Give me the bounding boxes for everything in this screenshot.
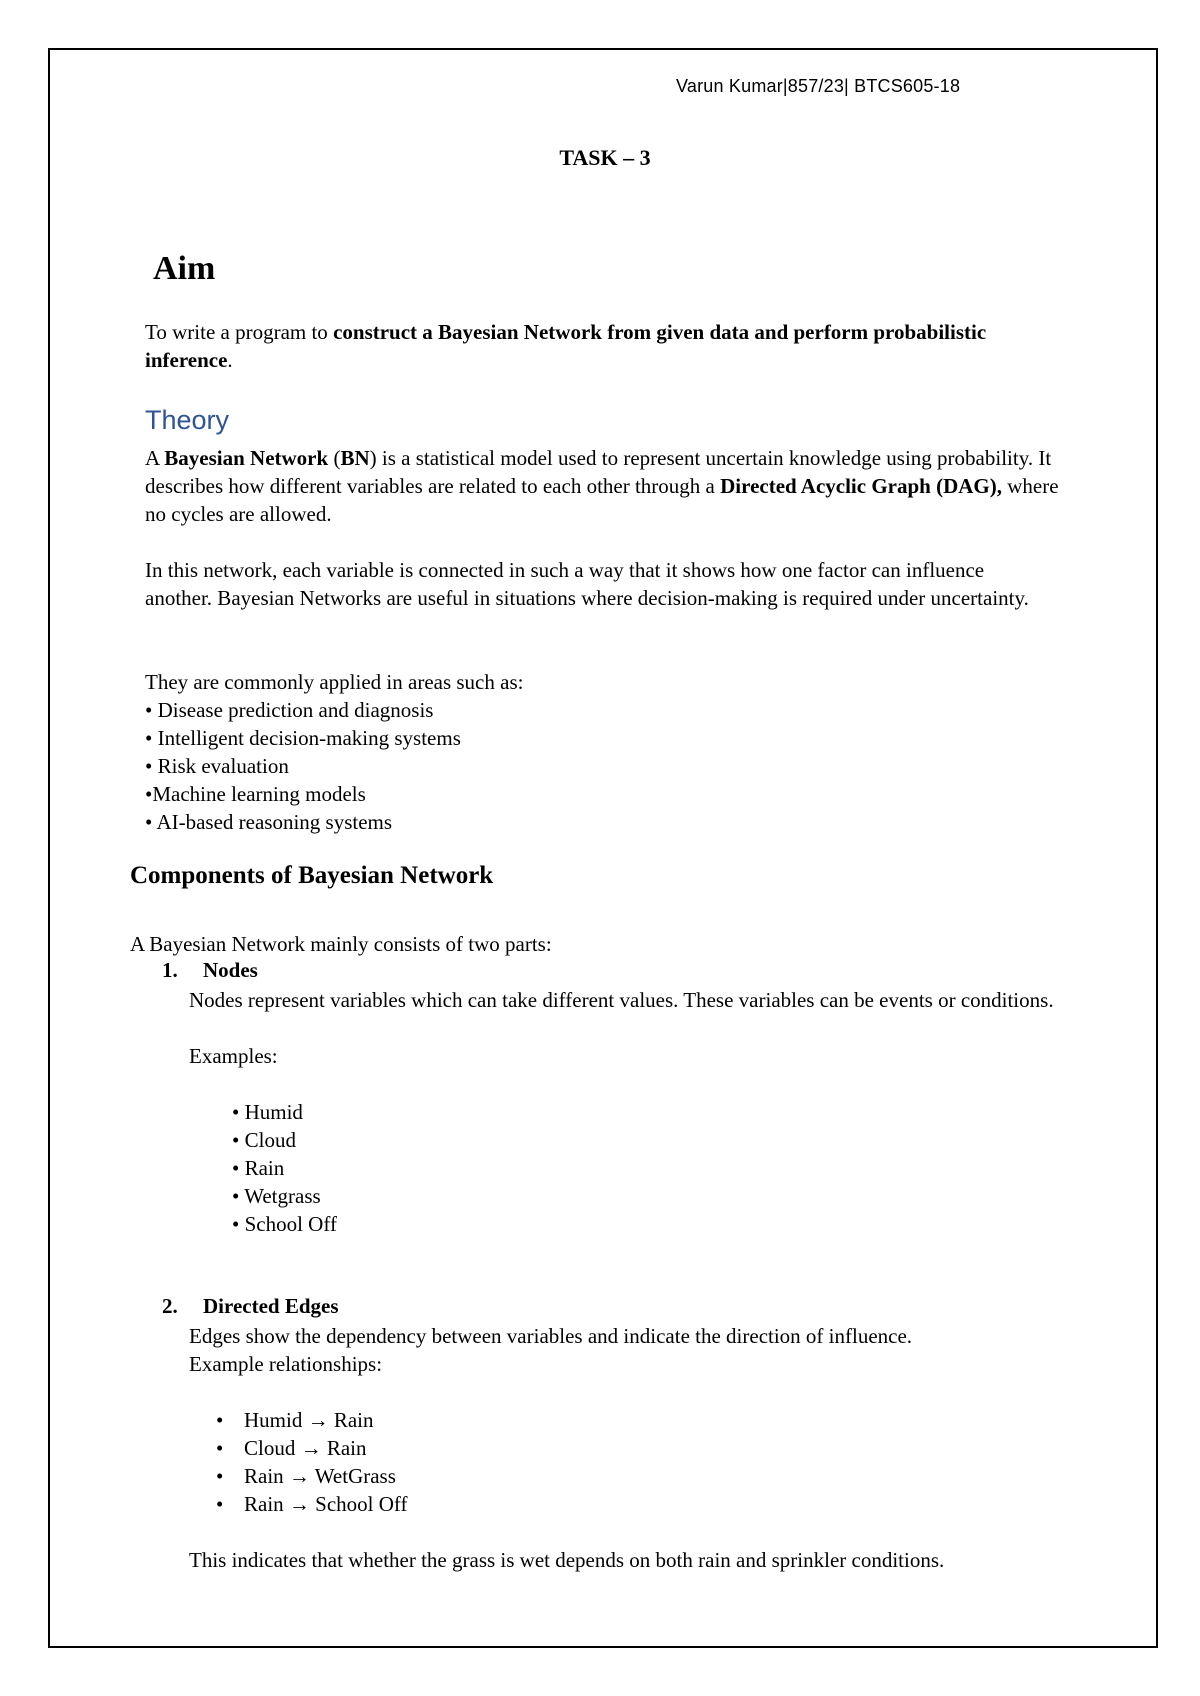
theory-p1-d: BN (340, 446, 370, 470)
nodes-title: Nodes (203, 958, 258, 982)
relationship-text: Rain → WetGrass (244, 1464, 396, 1488)
list-item: • Cloud (232, 1128, 296, 1152)
bullet: • (216, 1492, 224, 1516)
applications-list (145, 696, 461, 836)
header-author-line: Varun Kumar|857/23| BTCS605-18 (676, 76, 961, 96)
list-item: • Rain (232, 1156, 285, 1180)
list-item: • Risk evaluation (145, 754, 289, 778)
edges-number: 2. (162, 1294, 178, 1318)
theory-paragraph-1 (145, 444, 1075, 528)
list-item (216, 1490, 408, 1518)
components-heading: Components of Bayesian Network (130, 862, 494, 889)
edges-examples-label: Example relationships: (189, 1352, 383, 1376)
theory-p1-b: Bayesian Network (164, 446, 329, 470)
list-item: • Disease prediction and diagnosis (145, 698, 434, 722)
edges-relationships-list (216, 1406, 408, 1518)
nodes-description: Nodes represent variables which can take different values. These variables can be events or conditions. (189, 988, 1054, 1012)
bullet: • (216, 1464, 224, 1488)
list-item: • Intelligent decision-making systems (145, 726, 461, 750)
theory-p1-e: ) is a statistical model used to represent uncertain knowledge using probability. It describes how different variables are related to each other through a (145, 446, 1052, 498)
aim-text-bold: construct a Bayesian Network from given data and perform probabilistic inference (145, 320, 987, 372)
page-border (48, 48, 1158, 1648)
relationship-text: Rain → School Off (244, 1492, 408, 1516)
aim-heading: Aim (153, 250, 216, 287)
theory-applications-intro: They are commonly applied in areas such as: (145, 670, 524, 694)
edges-title: Directed Edges (203, 1294, 339, 1318)
edges-description: Edges show the dependency between variables and indicate the direction of influence. (189, 1324, 913, 1348)
theory-heading: Theory (145, 405, 230, 435)
theory-p1-c: ( (328, 446, 341, 470)
nodes-examples-label: Examples: (189, 1044, 278, 1068)
aim-text-suffix: . (227, 348, 233, 372)
nodes-number: 1. (162, 958, 178, 982)
list-item (216, 1462, 408, 1490)
nodes-examples-list (232, 1098, 337, 1238)
relationship-text: Cloud → Rain (244, 1436, 367, 1460)
list-item: •Machine learning models (145, 782, 366, 806)
theory-p1-a: A (145, 446, 165, 470)
theory-p1-f: Directed Acyclic Graph (DAG), (720, 474, 1003, 498)
list-item: • AI-based reasoning systems (145, 810, 393, 834)
edges-conclusion: This indicates that whether the grass is wet depends on both rain and sprinkler conditions. (189, 1548, 945, 1572)
task-title: TASK – 3 (559, 145, 651, 170)
components-intro: A Bayesian Network mainly consists of two parts: (130, 932, 552, 956)
bullet: • (216, 1436, 224, 1460)
list-item (216, 1406, 408, 1434)
aim-text-prefix: To write a program to (145, 320, 334, 344)
list-item: • School Off (232, 1212, 337, 1236)
theory-p1-g: where no cycles are allowed. (145, 474, 1059, 526)
aim-text (145, 318, 1005, 374)
bullet: • (216, 1408, 224, 1432)
theory-paragraph-2: In this network, each variable is connected in such a way that it shows how one factor can influence another. Bayesian Networks are useful in situations where decision-making is required under uncertainty. (145, 558, 1029, 610)
list-item: • Humid (232, 1100, 303, 1124)
list-item: • Wetgrass (232, 1184, 321, 1208)
relationship-text: Humid → Rain (244, 1408, 374, 1432)
list-item (216, 1434, 408, 1462)
